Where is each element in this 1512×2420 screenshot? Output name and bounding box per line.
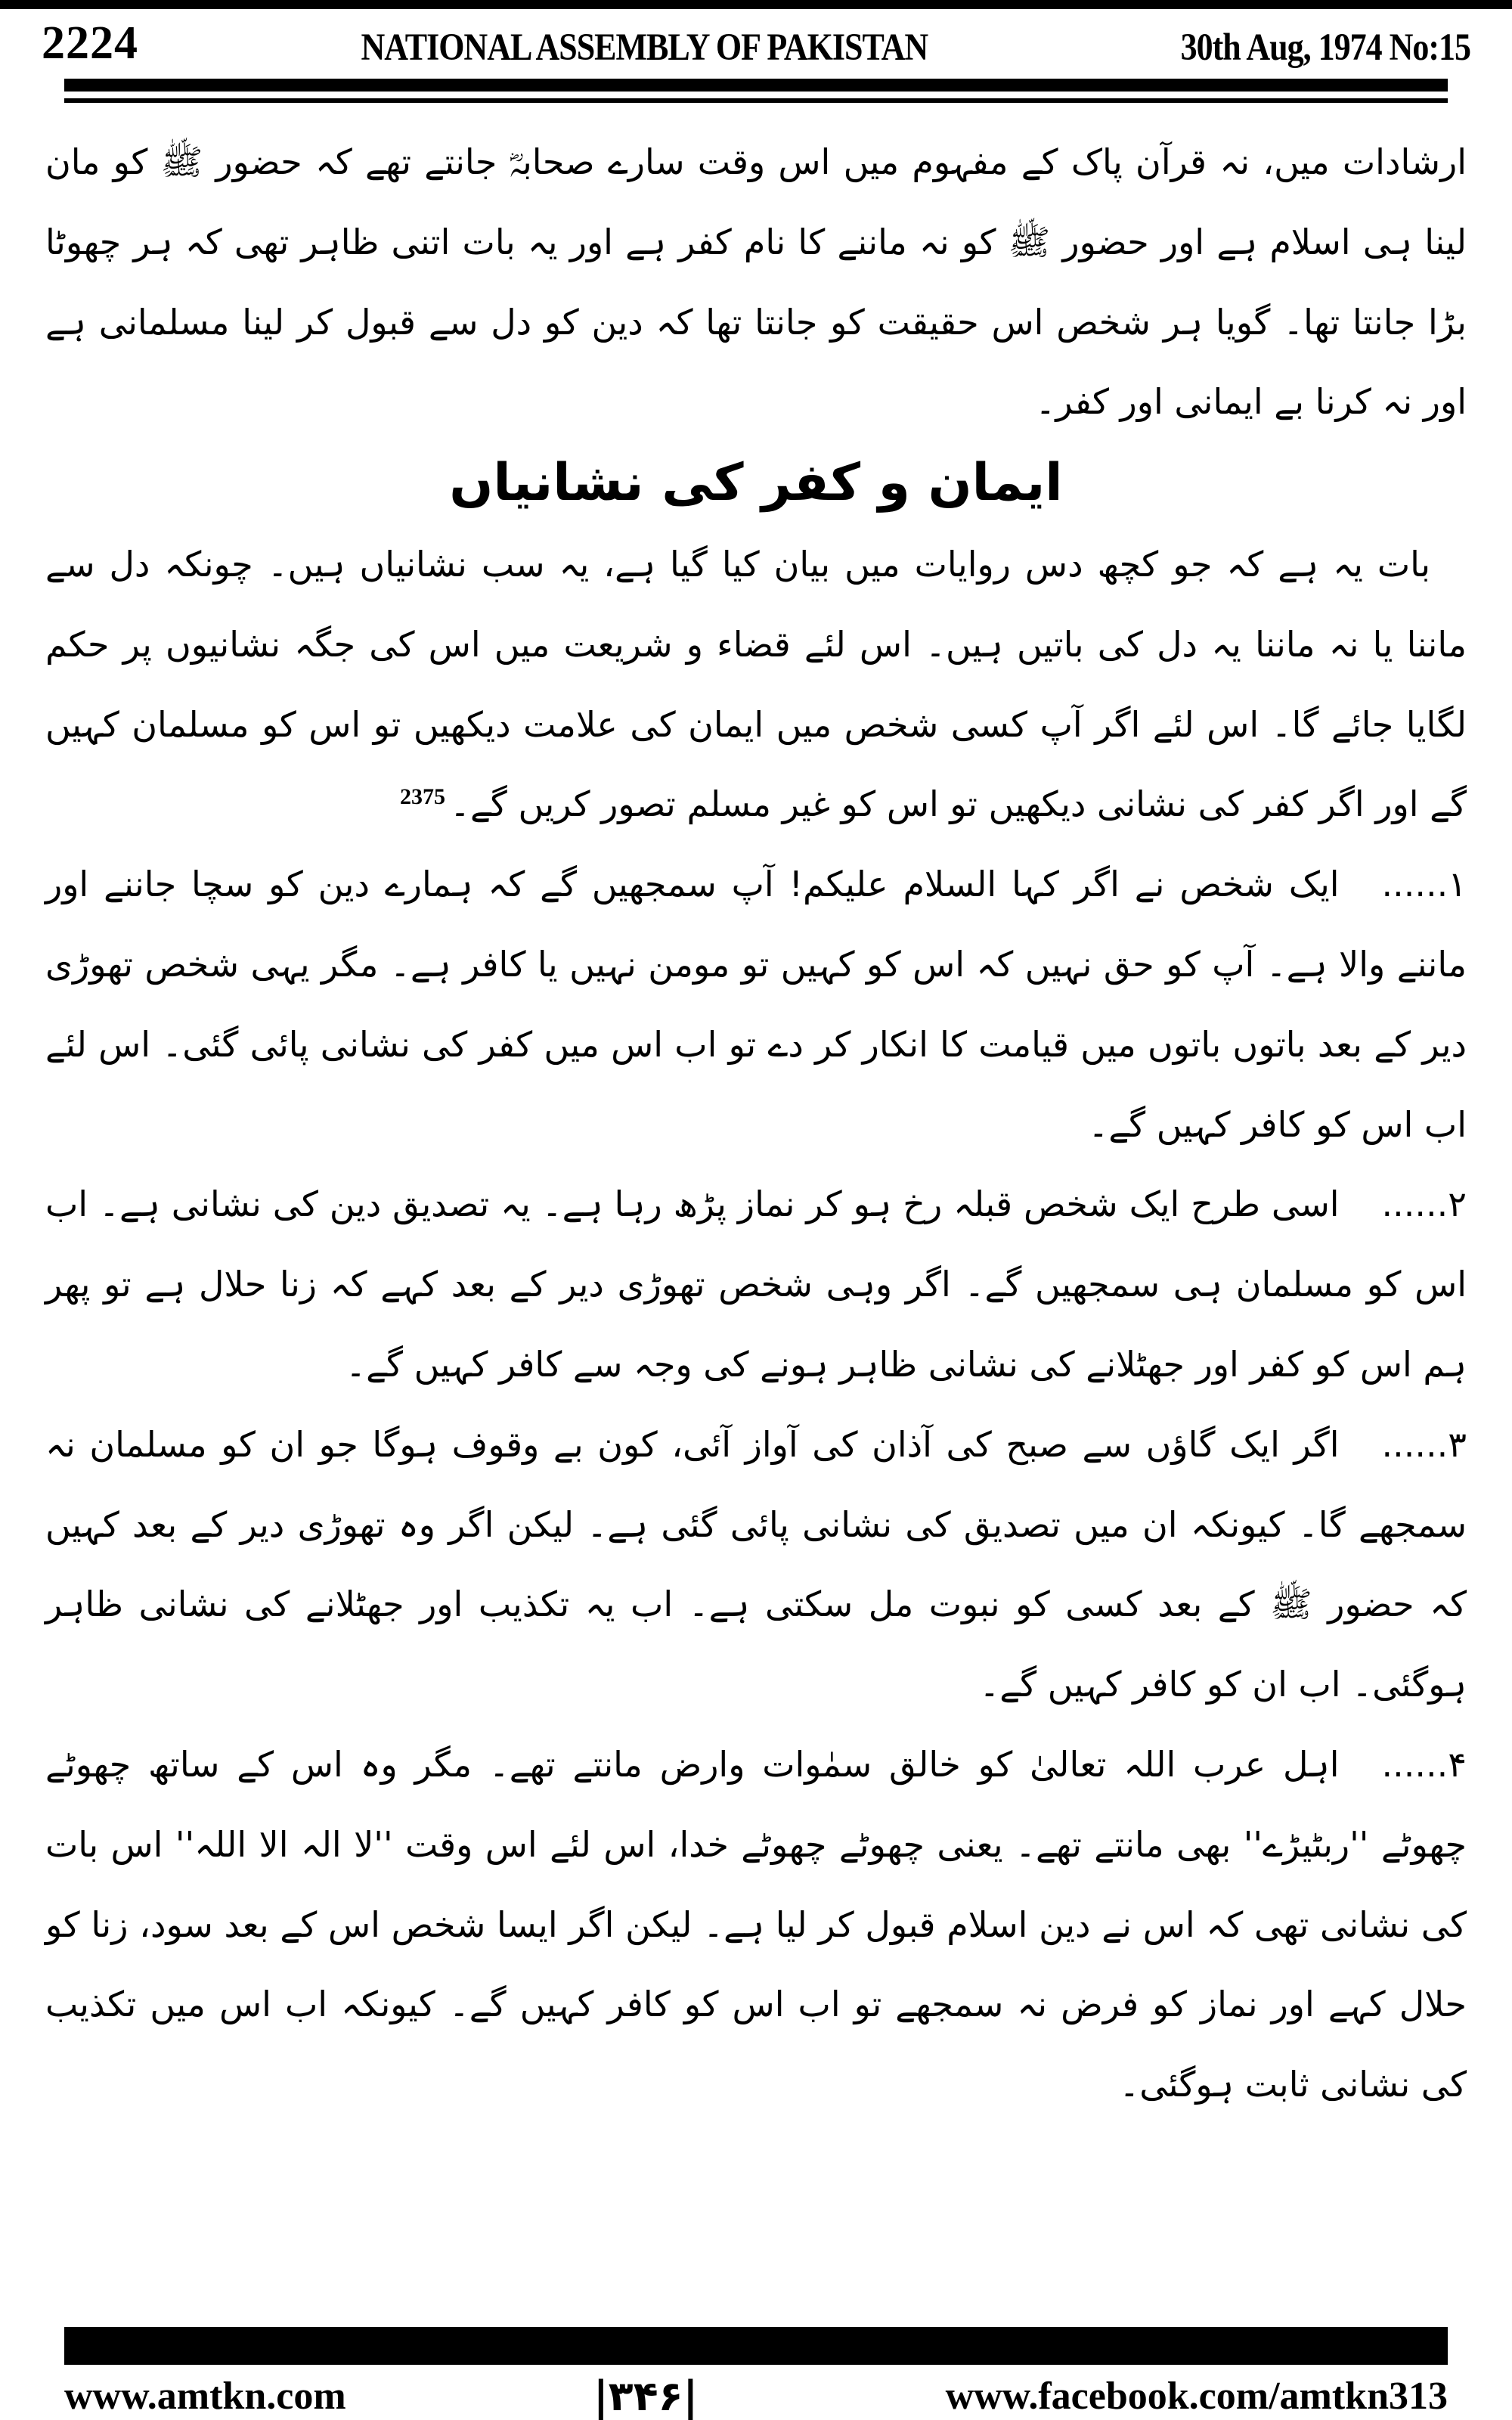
footnote-reference-number: 2375	[400, 784, 446, 810]
list-item-3-text: اگر ایک گاؤں سے صبح کی آذان کی آواز آئی، کون بے وقوف ہوگا جو ان کو مسلمان نہ سمجھے گا۔ کیونکہ ان میں تصدیق کی نشانی پائی گئی ہے۔ لیکن اگر وہ تھوڑی دیر کے بعد کہیں کہ حضور ﷺ کے بعد کسی کو نبوت مل سکتی ہے۔ اب یہ تکذیب اور جھٹلانے کی نشانی ظاہر ہوگئی۔ اب ان کو کافر کہیں گے۔	[45, 1423, 1467, 1705]
paragraph-intro	[45, 123, 1467, 442]
footer-page-number-urdu: |۳۴۶|	[593, 2372, 699, 2420]
list-item-4	[45, 1725, 1467, 2125]
list-item-4-number: ۴......	[1381, 1743, 1467, 1785]
list-item-1	[45, 845, 1467, 1165]
header-divider-rule	[64, 79, 1448, 103]
paragraph-signs	[45, 525, 1467, 845]
footer-website-url: www.amtkn.com	[64, 2375, 346, 2418]
list-item-4-text: اہل عرب اللہ تعالیٰ کو خالق سمٰوات وارض مانتے تھے۔ مگر وہ اس کے ساتھ چھوٹے چھوٹے ''ربٹیڑے'' بھی مانتے تھے۔ یعنی چھوٹے چھوٹے خدا، اس لئے اس وقت ''لا الہ الا اللہ'' اس بات کی نشانی تھی کہ اس نے دین اسلام قبول کر لیا ہے۔ لیکن اگر ایسا شخص اس کے بعد سود، زنا کو حلال کہے اور نماز کو فرض نہ سمجھے تو اب اس کو کافر کہیں گے۔ کیونکہ اب اس میں تکذیب کی نشانی ثابت ہوگئی۔	[45, 1743, 1467, 2105]
list-item-1-number: ۱......	[1381, 864, 1467, 905]
body-text	[0, 103, 1512, 2125]
paragraph-signs-text: بات یہ ہے کہ جو کچھ دس روایات میں بیان کیا گیا ہے، یہ سب نشانیاں ہیں۔ چونکہ دل سے ماننا یا نہ ماننا یہ دل کی باتیں ہیں۔ اس لئے قضاء و شریعت میں اس کی جگہ نشانیوں پر حکم لگایا جائے گا۔ اس لئے اگر آپ کسی شخص میں ایمان کی علامت دیکھیں تو اس کو مسلمان کہیں گے اور اگر کفر کی نشانی دیکھیں تو اس کو غیر مسلم تصور کریں گے۔	[45, 543, 1467, 825]
footer-facebook-url: www.facebook.com/amtkn313	[945, 2375, 1448, 2418]
document-title: NATIONAL ASSEMBLY OF PAKISTAN	[361, 25, 928, 69]
list-item-1-text: ایک شخص نے اگر کہا السلام علیکم! آپ سمجھیں گے کہ ہمارے دین کو سچا جاننے اور ماننے والا ہے۔ آپ کو حق نہیں کہ اس کو کہیں تو مومن نہیں یا کافر ہے۔ مگر یہی شخص تھوڑی دیر کے بعد باتوں باتوں میں قیامت کا انکار کر دے تو اب اس میں کفر کی نشانی پائی گئی۔ اس لئے اب اس کو کافر کہیں گے۔	[45, 864, 1467, 1145]
section-heading: ایمان و کفر کی نشانیاں	[449, 453, 1063, 513]
page-header	[0, 9, 1512, 67]
page-footer	[0, 2365, 1512, 2420]
top-border-bar	[0, 0, 1512, 9]
page-footer-group	[0, 2327, 1512, 2420]
list-item-3-number: ۳......	[1381, 1423, 1467, 1465]
header-date-issue: 30th Aug, 1974 No:15	[1180, 25, 1470, 69]
list-item-2	[45, 1165, 1467, 1404]
list-item-2-number: ۲......	[1381, 1184, 1467, 1225]
list-item-2-text: اسی طرح ایک شخص قبلہ رخ ہو کر نماز پڑھ رہا ہے۔ یہ تصدیق دین کی نشانی ہے۔ اب اس کو مسلمان ہی سمجھیں گے۔ اگر وہی شخص تھوڑی دیر کے بعد کہے کہ زنا حلال ہے تو پھر ہم اس کو کفر اور جھٹلانے کی نشانی ظاہر ہونے کی وجہ سے کافر کہیں گے۔	[45, 1184, 1467, 1385]
list-item-3	[45, 1405, 1467, 1725]
page-number: 2224	[42, 17, 138, 69]
footer-divider-bar	[64, 2327, 1448, 2365]
paragraph-intro-text: ارشادات میں، نہ قرآن پاک کے مفہوم میں اس وقت سارے صحابہؓ جانتے تھے کہ حضور ﷺ کو مان لینا ہی اسلام ہے اور حضور ﷺ کو نہ ماننے کا نام کفر ہے اور یہ بات اتنی ظاہر تھی کہ ہر چھوٹا بڑا جانتا تھا۔ گویا ہر شخص اس حقیقت کو جانتا تھا کہ دین کو دل سے قبول کر لینا مسلمانی ہے اور نہ کرنا بے ایمانی اور کفر۔	[45, 141, 1467, 423]
